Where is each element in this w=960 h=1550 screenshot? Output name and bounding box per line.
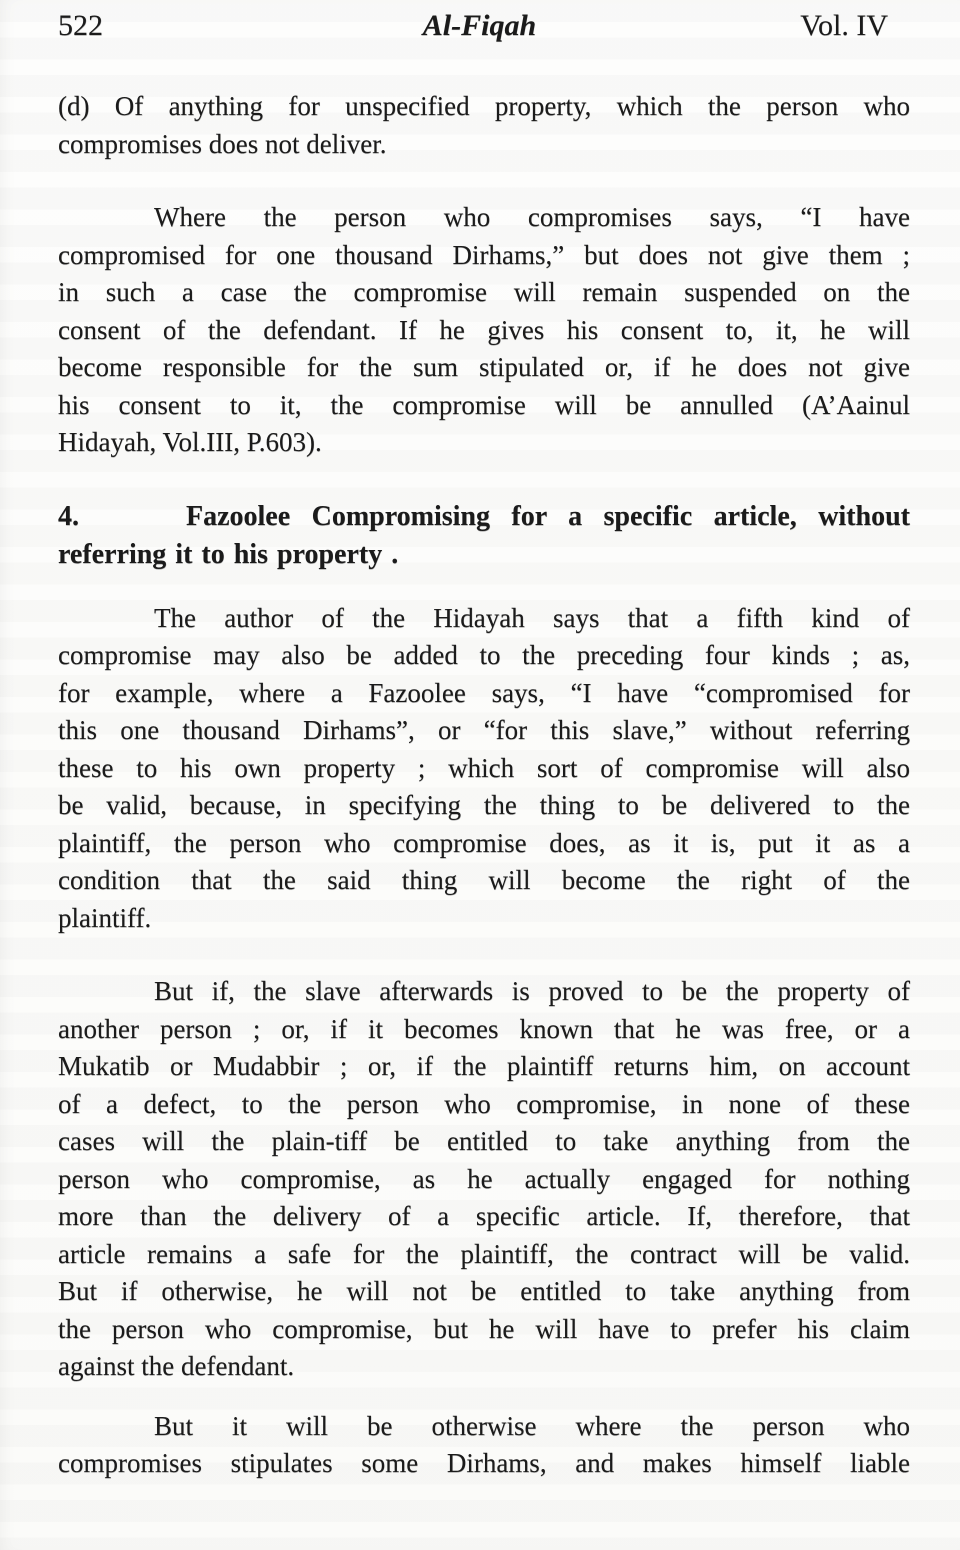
section-heading <box>58 498 910 574</box>
text-line: be valid, because, in specifying the thing to be delivered to the <box>58 790 910 820</box>
paragraph-but-otherwise <box>58 1408 910 1483</box>
text-line: (d) Of anything for unspecified property, which the person who <box>58 91 910 121</box>
text-line: person who compromise, as he actually engaged for nothing <box>58 1163 910 1194</box>
page-header <box>58 8 910 44</box>
text-line: his consent to it, the compromise will be annulled (A’Aainul <box>58 389 910 420</box>
paragraph-author-hidayah <box>58 600 910 938</box>
text-line: But it will be otherwise where the person who <box>154 1410 910 1441</box>
text-line: But if, the slave afterwards is proved to be the property of <box>154 976 910 1006</box>
text-line: consent of the defendant. If he gives his consent to, it, he will <box>58 314 910 345</box>
text-line: The author of the Hidayah says that a fifth kind of <box>154 602 910 633</box>
section-heading-line2: referring it to his property . <box>58 538 399 570</box>
text-line: plaintiff, the person who compromise does, as it is, put it as a <box>58 827 910 858</box>
text-line: cases will the plain-tiff be entitled to take anything from the <box>58 1126 910 1156</box>
page-number: 522 <box>58 9 103 42</box>
text-line: Mukatib or Mudabbir ; or, if the plaintiff returns him, on account <box>58 1051 910 1081</box>
text-line: article remains a safe for the plaintiff, the contract will be valid. <box>58 1238 910 1269</box>
text-line: compromised for one thousand Dirhams,” but does not give them ; <box>58 239 910 270</box>
text-line: condition that the said thing will become the right of the <box>58 865 910 895</box>
section-number: 4. <box>58 500 79 532</box>
text-line: more than the delivery of a specific article. If, therefore, that <box>58 1201 910 1231</box>
running-title: Al-Fiqah <box>422 9 537 42</box>
text-line: compromises does not deliver. <box>58 128 387 159</box>
text-line: this one thousand Dirhams”, or “for this slave,” without referring <box>58 715 910 745</box>
text-line: of a defect, to the person who compromise, in none of these <box>58 1088 910 1119</box>
text-line: these to his own property ; which sort of compromise will also <box>58 752 910 783</box>
paragraph-where-person <box>58 199 910 462</box>
section-heading-line1 <box>58 498 910 536</box>
text-line: Where the person who compromises says, “I have <box>154 202 910 232</box>
text-line: compromise may also be added to the preceding four kinds ; as, <box>58 640 910 670</box>
text-line: plaintiff. <box>58 902 152 933</box>
text-line: become responsible for the sum stipulated or, if he does not give <box>58 352 910 382</box>
text-line: against the defendant. <box>58 1351 295 1381</box>
text-line: another person ; or, if it becomes known that he was free, or a <box>58 1013 910 1044</box>
text-line: in such a case the compromise will remain suspended on the <box>58 277 910 307</box>
volume-label: Vol. IV <box>800 9 888 42</box>
text-line: compromises stipulates some Dirhams, and makes himself liable <box>58 1448 910 1478</box>
text-line: But if otherwise, he will not be entitled to take anything from <box>58 1276 910 1306</box>
section-heading-text: Fazoolee Compromising for a specific article, without <box>186 500 910 532</box>
text-line: the person who compromise, but he will have to prefer his claim <box>58 1313 910 1344</box>
text-line: for example, where a Fazoolee says, “I have “compromised for <box>58 677 910 708</box>
paragraph-but-if-slave <box>58 973 910 1386</box>
paragraph-d <box>58 88 910 163</box>
text-line: Hidayah, Vol.III, P.603). <box>58 427 322 457</box>
